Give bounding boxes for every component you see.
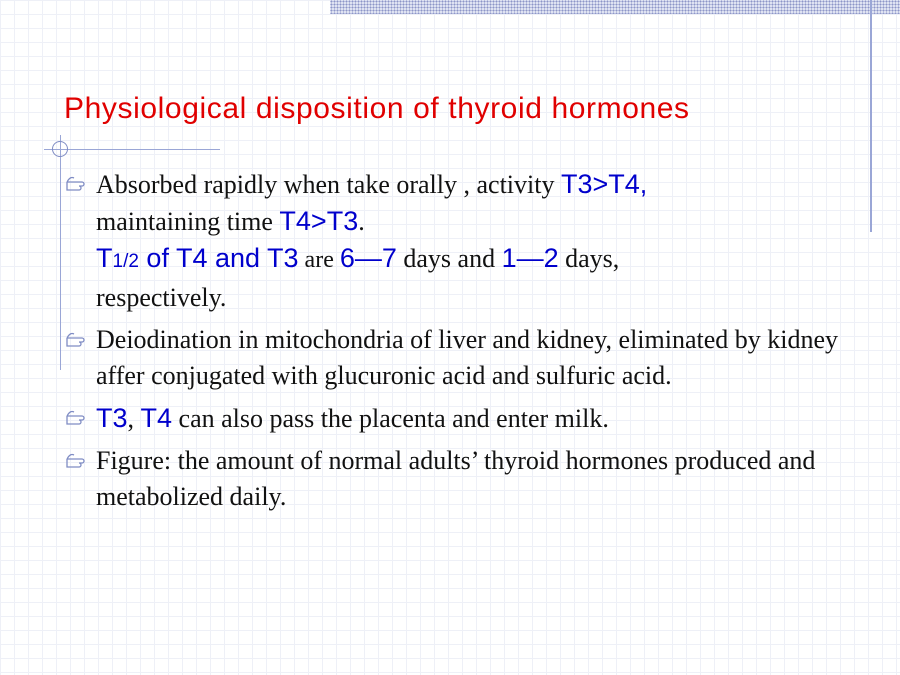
bullet-line-1: [96, 166, 854, 203]
hormone-t4: T4: [140, 403, 173, 433]
bullet-absorption: [64, 166, 854, 316]
bullet-text: maintaining time: [96, 207, 280, 236]
bullet-line-3: [96, 240, 854, 280]
bullet-text: days,: [558, 244, 620, 273]
bullet-text: days and: [396, 244, 502, 273]
slide-title: Physiological disposition of thyroid hormones: [64, 92, 690, 125]
bullet-line-2: [96, 203, 854, 240]
activity-comparison: T3>T4,: [560, 169, 648, 199]
bullet-text: Figure: the amount of normal adults’ thyroid hormones produced and metabolized daily.: [96, 446, 816, 511]
slide-body: [64, 166, 854, 521]
pointing-hand-icon: [64, 328, 92, 352]
left-vertical-rule: [60, 135, 61, 370]
pointing-hand-icon: [64, 172, 92, 196]
bullet-text: can also pass the placenta and enter milk.: [172, 404, 609, 433]
bullet-text: are: [298, 247, 340, 273]
bullet-text: .: [358, 207, 365, 236]
t3-half-life-value: 1—2: [501, 243, 559, 273]
crosshair-circle-icon: [52, 141, 68, 157]
bullet-placenta: [64, 400, 854, 437]
bullet-figure: [64, 443, 854, 515]
pointing-hand-icon: [64, 406, 92, 430]
bullet-line-4: respectively.: [96, 283, 227, 312]
half-life-hormones: of T4 and T3: [138, 243, 299, 273]
hormone-t3: T3: [96, 403, 128, 433]
half-life-subscript: 1/2: [112, 251, 139, 272]
duration-comparison: T4>T3: [279, 206, 359, 236]
bullet-deiodination: [64, 322, 854, 394]
t4-half-life-value: 6—7: [339, 243, 397, 273]
bullet-text: ,: [127, 404, 141, 433]
bullet-text: Deiodination in mitochondria of liver and kidney, eliminated by kidney affer conjugated with glucuronic acid and sulfuric acid.: [96, 325, 839, 390]
right-vertical-rule: [870, 0, 872, 232]
bullet-text: Absorbed rapidly when take orally , activity: [96, 170, 561, 199]
half-life-symbol: T: [96, 243, 113, 273]
top-decorative-pattern: [330, 0, 900, 14]
pointing-hand-icon: [64, 449, 92, 473]
title-underline-rule: [44, 149, 220, 150]
